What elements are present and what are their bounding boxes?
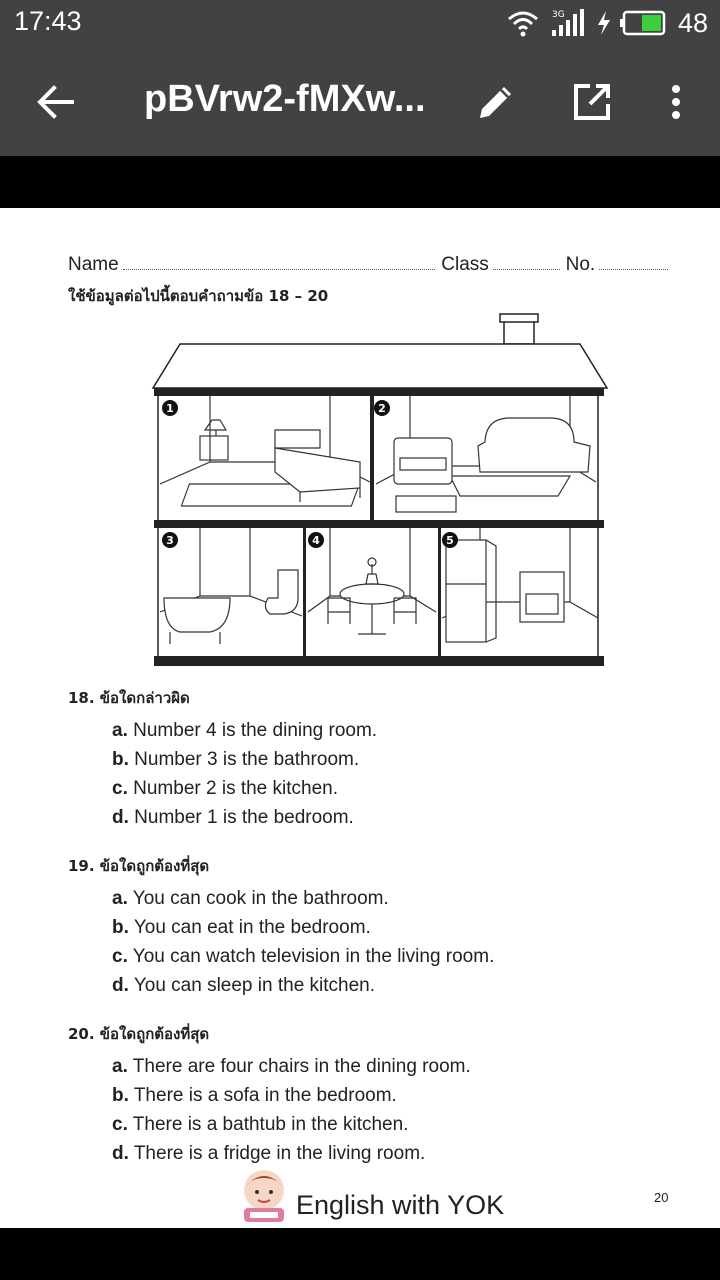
option-20c: c. There is a bathtub in the kitchen. (112, 1114, 409, 1135)
chair (394, 598, 416, 624)
class-label: Class (441, 254, 489, 275)
room-number: 3 (166, 534, 174, 547)
roof (153, 344, 607, 388)
name-label: Name (68, 254, 119, 275)
question-19: 19. ข้อใดถูกต้องที่สุด (68, 857, 210, 875)
question-18: 18. ข้อใดกล่าวผิด (68, 689, 190, 707)
edit-pencil-icon[interactable] (474, 80, 518, 124)
no-blank (599, 256, 668, 270)
back-arrow-icon[interactable] (34, 80, 78, 124)
option-18d: d. Number 1 is the bedroom. (112, 807, 354, 828)
brand-logo-icon (236, 1166, 292, 1226)
room-number: 5 (446, 534, 454, 547)
app-bar (0, 48, 720, 156)
attic-floor (154, 388, 604, 396)
option-20a: a. There are four chairs in the dining room. (112, 1056, 471, 1077)
bathtub (164, 598, 230, 632)
status-icons (506, 8, 708, 38)
more-options-icon[interactable] (654, 80, 698, 124)
option-19c: c. You can watch television in the living room. (112, 946, 495, 967)
signal-icon (548, 8, 588, 38)
class-blank (493, 256, 560, 270)
house-illustration (150, 312, 610, 668)
option-18c: c. Number 2 is the kitchen. (112, 778, 339, 799)
question-20: 20. ข้อใดถูกต้องที่สุด (68, 1025, 210, 1043)
option-18b: b. Number 3 is the bathroom. (112, 749, 360, 770)
television (394, 438, 452, 484)
room-number: 1 (166, 402, 174, 415)
option-19a: a. You can cook in the bathroom. (112, 888, 389, 909)
charging-icon (596, 10, 612, 36)
option-18a: a. Number 4 is the dining room. (112, 720, 378, 741)
room-number: 2 (378, 402, 386, 415)
room-number: 4 (312, 534, 320, 547)
ground-floor (154, 656, 604, 666)
flower-vase (366, 564, 378, 584)
wifi-icon (506, 9, 540, 37)
page-number: 20 (654, 1190, 669, 1205)
footer-brand: English with YOK (296, 1190, 505, 1220)
instruction: ใช้ข้อมูลต่อไปนี้ตอบคำถามข้อ 18 – 20 (68, 287, 329, 305)
document-page[interactable] (0, 208, 720, 1228)
name-blank (123, 256, 436, 270)
option-19b: b. You can eat in the bedroom. (112, 917, 371, 938)
status-bar (0, 0, 720, 48)
option-20b: b. There is a sofa in the bedroom. (112, 1085, 397, 1106)
bed (275, 448, 360, 492)
sofa (478, 418, 590, 472)
chair (328, 598, 350, 624)
option-19d: d. You can sleep in the kitchen. (112, 975, 376, 996)
document-title: pBVrw2-fMXw... (144, 78, 426, 120)
fridge (446, 540, 486, 642)
network-type: 3G (551, 10, 565, 20)
status-time: 17:43 (14, 6, 82, 36)
nightstand (200, 436, 228, 460)
toilet (265, 570, 298, 614)
lamp (205, 420, 226, 430)
battery-icon (620, 10, 668, 36)
option-20d: d. There is a fridge in the living room. (112, 1143, 426, 1164)
no-label: No. (565, 254, 596, 275)
battery-level: 48 (677, 7, 708, 38)
name-class-line (68, 254, 668, 276)
middle-floor (154, 520, 604, 528)
open-external-icon[interactable] (570, 80, 614, 124)
